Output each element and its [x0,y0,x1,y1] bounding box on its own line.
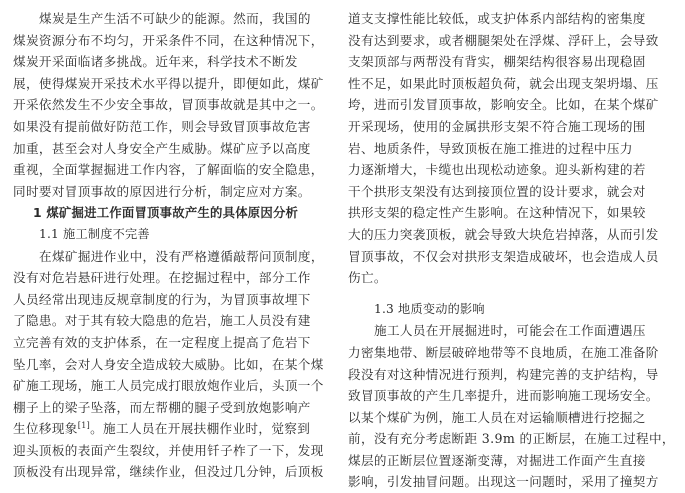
body-text-line: 干个拱形支架没有达到接顶位置的设计要求，就会对 [348,183,646,199]
body-text-line: 棚子上的梁子坠落，而左帮棚的腿子受到放炮影响产 [13,399,311,415]
body-text-line: 道支支撑性能比较低，或支护体系内部结构的密集度 [348,11,646,26]
body-text-line: 开采依然发生不少安全事故，冒顶事故就是其中之一。 [13,97,324,113]
body-text-line: 如果没有提前做好防范工作，则会导致冒顶事故危害 [13,118,311,134]
body-text-line: 了隐患。对于其有较大隐患的危岩，施工人员没有建 [13,313,311,329]
body-text-line: 顶板没有出现异常，继续作业，但没过几分钟，后顶板 [13,464,324,480]
body-text-line: 大的压力突袭顶板，就会导致大块危岩掉落，从而引发 [348,226,659,242]
body-text-line: 段没有对这种情况进行预判，构建完善的支护结构，导 [348,366,659,382]
section-gap [348,289,661,299]
body-text-line: 支架顶部与两帮没有背实，棚架结构很容易出现稳固 [348,54,646,70]
body-text-line: 岩、地质条件，导致顶板在施工推进的过程中压力 [348,140,633,156]
body-text-line: 力逐渐增大，卡缆也出现松动迹象。迎头新构建的若 [348,162,646,178]
body-text-line: 致冒顶事故的产生几率提升，进而影响施工现场安全。 [348,388,659,404]
body-text-line: 迎头顶板的表面产生裂纹，并使用钎子柞了一下，发现 [13,442,324,458]
subsection-heading: 1.3 地质变动的影响 [374,301,485,316]
body-text-line: 煤层的正断层位置逐渐变薄，对掘进工作面产生直接 [348,452,646,468]
body-text-line: 冒顶事故，不仅会对拱形支架造成破坏，也会造成人员 [348,248,659,264]
section-heading: 1 煤矿掘进工作面冒顶事故产生的具体原因分析 [33,205,299,221]
body-text-line: 开采现场，使用的金属拱形支架不符合施工现场的围 [348,118,646,134]
body-text-line: 在煤矿掘进作业中，没有严格遵循敲帮问顶制度， [39,248,324,264]
body-text-line: 同时要对冒顶事故的原因进行分析，制定应对方案。 [13,183,311,199]
body-text-line: 垮，进而引发冒顶事故，影响安全。比如，在某个煤矿 [348,97,659,113]
body-text-line: 影响，引发抽冒问题。出现这一问题时，采用了撞契方 [348,474,659,490]
body-text-line: 生位移现象[1]。施工人员在开展扶棚作业时，觉察到 [13,421,311,437]
body-text-line: 施工人员在开展掘进时，可能会在工作面遭遇压 [374,323,646,339]
right-column [348,8,675,493]
body-text-line: 人员经常出现违反规章制度的行为，为冒顶事故埋下 [13,291,311,307]
body-text-line: 力密集地带、断层破碎地带等不良地质，在施工准备阶 [348,344,659,360]
body-text-line: 矿施工现场，施工人员完成打眼放炮作业后，头顶一个 [13,378,324,394]
body-text-line: 以某个煤矿为例，施工人员在对运输顺槽进行挖掘之 [348,409,646,425]
subsection-heading: 1.1 施工制度不完善 [39,226,150,241]
body-text-line: 重视，全面掌握掘进工作内容，了解面临的安全隐患， [13,162,324,178]
body-text-line: 前，没有充分考虑断距 3.9m 的正断层，在施工过程中， [348,431,675,447]
body-text-line: 性不足，如果此时顶板超负荷，就会出现支架坍塌、压 [348,75,659,91]
body-text-line: 煤炭资源分布不均匀，开采条件不同，在这种情况下， [13,32,324,48]
body-text-line: 展，使得煤炭开采技术水平得以提升，即便如此，煤矿 [13,75,324,91]
body-text-line: 立完善有效的支护体系，在一定程度上提高了危岩下 [13,334,311,350]
body-text-line: 拱形支架的稳定性产生影响。在这种情况下，如果较 [348,205,646,221]
body-text-line: 加重，甚至会对人身安全产生威胁。煤矿应予以高度 [13,140,311,156]
citation-marker[interactable]: [1] [77,421,91,431]
body-text-line: 没有对危岩悬矸进行处理。在挖掘过程中，部分工作 [13,270,311,286]
body-text-line: 没有达到要求，或者棚腿架处在浮煤、浮矸上，会导致 [348,32,659,48]
left-column [13,8,326,483]
body-text-line: 坠几率，会对人身安全造成较大威胁。比如，在某个煤 [13,356,324,372]
body-text-line: 煤炭是生产生活不可缺少的能源。然而，我国的 [39,11,311,26]
body-text-line: 伤亡。 [348,270,387,286]
body-text-line: 煤炭开采面临诸多挑战。近年来，科学技术不断发 [13,54,298,70]
